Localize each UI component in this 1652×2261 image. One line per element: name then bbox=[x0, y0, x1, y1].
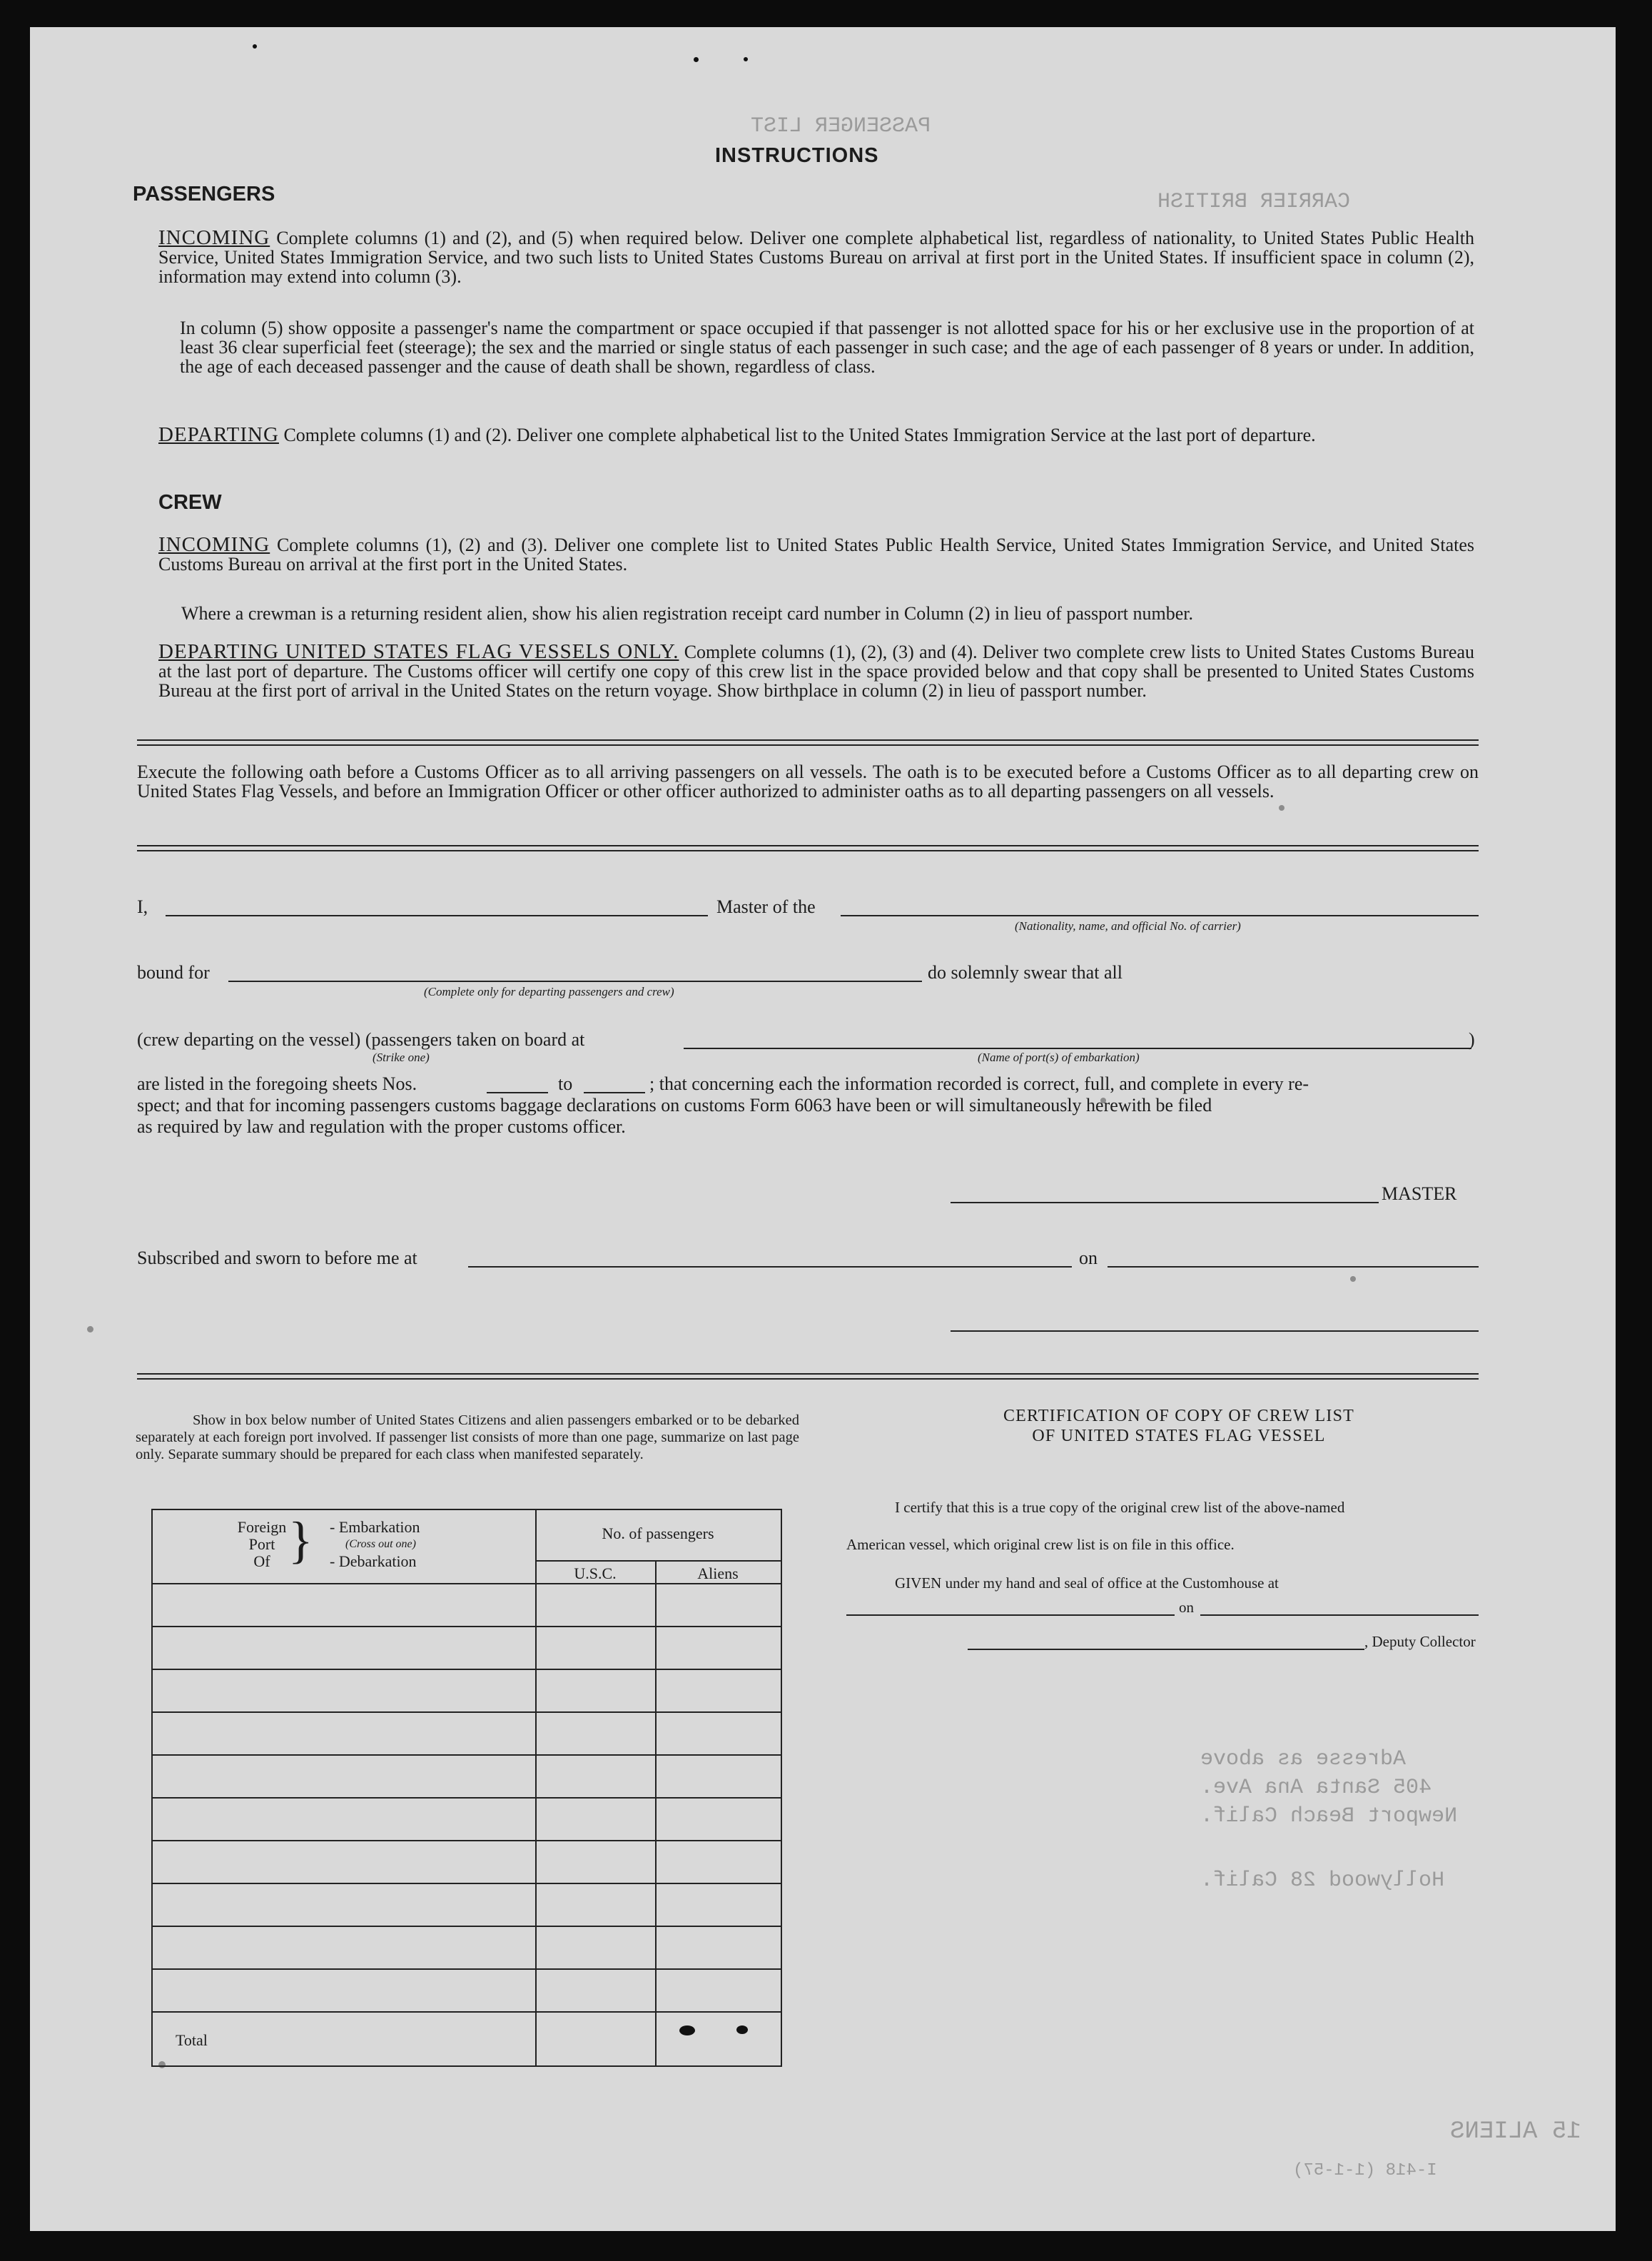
swear-label: do solemnly swear that all bbox=[928, 962, 1123, 983]
bleed-through-text: Adresse as above bbox=[1200, 1747, 1407, 1771]
returning-alien-paragraph: Where a crewman is a returning resident alien, show his alien registration receipt card number in Column (2) in lieu of passport number. bbox=[181, 603, 1194, 624]
speck bbox=[1279, 805, 1284, 811]
passengers-heading: PASSENGERS bbox=[133, 183, 275, 206]
crew-departing-paragraph bbox=[158, 642, 1474, 700]
sworn-date-field[interactable] bbox=[1108, 1266, 1479, 1268]
table-row-line bbox=[153, 1754, 781, 1756]
bound-for-label: bound for bbox=[137, 962, 210, 983]
strike-note: (Strike one) bbox=[373, 1051, 430, 1064]
certify-text: I certify that this is a true copy of the original crew list of the above-named bbox=[895, 1499, 1345, 1516]
crew-departing-text: Complete columns (1), (2), (3) and (4). Deliver two complete crew lists to United States Customs Bureau at the last port of departure. The Customs officer will certify one copy of this crew list in the space provided below and that copy shall be presented to United States Customs Bureau at the first port of arrival in the United States on the return voyage. Show birthplace in column (2) in lieu of passport number. bbox=[158, 642, 1474, 701]
subscribed-label: Subscribed and sworn to before me at bbox=[137, 1248, 417, 1268]
crew-departing-lead: DEPARTING UNITED STATES FLAG VESSELS ONLY. bbox=[158, 640, 679, 663]
usc-header: U.S.C. bbox=[574, 1564, 617, 1582]
speck bbox=[694, 57, 699, 62]
listed-post: ; that concerning each the information recorded is correct, full, and complete in every re- bbox=[649, 1073, 1309, 1094]
section-divider bbox=[137, 1373, 1479, 1380]
debarkation-label: - Debarkation bbox=[330, 1552, 417, 1570]
crew-heading: CREW bbox=[158, 491, 222, 514]
table-row-line bbox=[153, 1883, 781, 1884]
bound-for-field[interactable] bbox=[228, 981, 922, 982]
speck bbox=[744, 57, 748, 61]
ports-note: (Name of port(s) of embarkation) bbox=[978, 1051, 1140, 1064]
oath-intro: Execute the following oath before a Customs Officer as to all arriving passengers on all vessels. The oath is to be executed before a Customs Officer as to all departing crew on United States Flag Vessels, and before an Immigration Officer or other officer authorized to administer oaths as to all departing passengers on all vessels. bbox=[137, 762, 1479, 801]
foreign-port-header bbox=[237, 1519, 287, 1570]
certification-title-line2: OF UNITED STATES FLAG VESSEL bbox=[1032, 1427, 1326, 1445]
sworn-on-label: on bbox=[1079, 1248, 1098, 1268]
sheet-to-field[interactable] bbox=[584, 1092, 645, 1093]
sheet-from-field[interactable] bbox=[487, 1092, 548, 1093]
passengers-departing-paragraph bbox=[158, 425, 1474, 445]
table-row-line bbox=[153, 1669, 781, 1670]
bleed-through-text: 15 ALIENS bbox=[1450, 2118, 1581, 2145]
oath-line-3: as required by law and regulation with the proper customs officer. bbox=[137, 1116, 626, 1137]
to-label: to bbox=[558, 1073, 573, 1094]
bleed-through-text: 405 Santa Ana Ave. bbox=[1200, 1776, 1432, 1800]
certification-title bbox=[886, 1406, 1471, 1446]
crew-incoming-text: Complete columns (1), (2) and (3). Deliver one complete list to United States Public Health Service, United States Immigration Service, and United States Customs Bureau on arrival at the first port in the United States. bbox=[158, 535, 1474, 575]
table-row-line bbox=[153, 1797, 781, 1799]
master-of-label: Master of the bbox=[716, 896, 816, 917]
column5-paragraph: In column (5) show opposite a passenger's name the compartment or space occupied if that passenger is not allotted space for his or her exclusive use in the proportion of at least 36 clear superficial feet (steerage); the sex and the married or single status of each passenger in such case; and the age of each passenger of 8 years or under. In addition, the age of each deceased passenger and the cause of death shall be shown, regardless of class. bbox=[180, 318, 1474, 377]
bleed-through-text: CARRIER BRITISH bbox=[1157, 190, 1351, 214]
oath-line-2: spect; and that for incoming passengers customs baggage declarations on customs Form 6063 have been or will simultaneously herewith be filed bbox=[137, 1095, 1212, 1116]
bound-for-note: (Complete only for departing passengers and crew) bbox=[424, 985, 674, 998]
table-row-line bbox=[153, 1711, 781, 1713]
passengers-incoming-paragraph bbox=[158, 228, 1474, 286]
port-label: Port bbox=[248, 1535, 275, 1553]
officer-signature-field[interactable] bbox=[951, 1330, 1479, 1332]
ports-field[interactable] bbox=[684, 1048, 1471, 1049]
carrier-note: (Nationality, name, and official No. of carrier) bbox=[1015, 919, 1241, 933]
speck bbox=[87, 1326, 93, 1332]
summary-instructions: Show in box below number of United States Citizens and alien passengers embarked or to be debarked separately at each foreign port involved. If passenger list consists of more than one page, summarize on last page only. Separate summary should be prepared for each class when manifested separately. bbox=[136, 1412, 799, 1462]
carrier-field[interactable] bbox=[841, 915, 1479, 916]
given-text: GIVEN under my hand and seal of office at the Customhouse at bbox=[895, 1574, 1279, 1592]
certification-title-line1: CERTIFICATION OF COPY OF CREW LIST bbox=[1003, 1407, 1355, 1425]
master-label: MASTER bbox=[1382, 1183, 1457, 1204]
speck bbox=[1350, 1276, 1356, 1282]
speck bbox=[253, 44, 257, 49]
table-divider bbox=[535, 1560, 781, 1562]
american-vessel-text: American vessel, which original crew list is on file in this office. bbox=[846, 1536, 1235, 1553]
section-divider bbox=[137, 845, 1479, 851]
master-signature-field[interactable] bbox=[951, 1202, 1379, 1203]
table-row-line bbox=[153, 1968, 781, 1970]
incoming-lead: INCOMING bbox=[158, 226, 270, 249]
embarkation-header bbox=[330, 1519, 420, 1570]
cert-date-field[interactable] bbox=[1200, 1614, 1479, 1616]
brace-icon: } bbox=[288, 1512, 313, 1569]
cert-on-label: on bbox=[1179, 1599, 1194, 1616]
crew-incoming-lead: INCOMING bbox=[158, 533, 270, 556]
total-label: Total bbox=[176, 2031, 208, 2049]
listed-pre: are listed in the foregoing sheets Nos. bbox=[137, 1073, 417, 1094]
deputy-signature-field[interactable] bbox=[968, 1649, 1364, 1650]
close-paren: ) bbox=[1469, 1029, 1475, 1050]
bleed-through-text: I-418 (1-1-57) bbox=[1293, 2161, 1437, 2180]
no-passengers-header: No. of passengers bbox=[602, 1524, 714, 1542]
table-row-line bbox=[153, 1626, 781, 1627]
table-row-line bbox=[153, 1583, 781, 1584]
section-divider bbox=[137, 739, 1479, 746]
oath-i-label: I, bbox=[137, 896, 148, 917]
embarkation-label: - Embarkation bbox=[330, 1518, 420, 1536]
table-divider bbox=[655, 1560, 657, 2065]
departing-lead: DEPARTING bbox=[158, 423, 279, 446]
customhouse-field[interactable] bbox=[846, 1614, 1175, 1616]
passenger-summary-table bbox=[151, 1509, 782, 2067]
table-row-line bbox=[153, 1840, 781, 1841]
bleed-through-text: Newport Beach Calif. bbox=[1200, 1804, 1458, 1828]
master-name-field[interactable] bbox=[166, 915, 708, 916]
instructions-title: INSTRUCTIONS bbox=[715, 144, 879, 167]
bleed-through-text: PASSENGER LIST bbox=[751, 114, 931, 138]
departing-text: Complete columns (1) and (2). Deliver one complete alphabetical list to the United States Immigration Service at the last port of departure. bbox=[283, 425, 1316, 445]
table-row-line bbox=[153, 1926, 781, 1927]
crew-passengers-label: (crew departing on the vessel) (passengers taken on board at bbox=[137, 1029, 585, 1050]
table-row-line bbox=[153, 2011, 781, 2013]
cross-out-label: (Cross out one) bbox=[345, 1538, 416, 1550]
foreign-label: Foreign bbox=[237, 1518, 287, 1536]
incoming-text: Complete columns (1) and (2), and (5) when required below. Deliver one complete alphabetical list, regardless of nationality, to United States Public Health Service, United States Immigration Service, and two such lists to United States Customs Bureau on arrival at first port in the United States. If insufficient space in column (2), information may extend into column (3). bbox=[158, 228, 1475, 287]
of-label: Of bbox=[253, 1552, 270, 1570]
sworn-place-field[interactable] bbox=[468, 1266, 1072, 1268]
crew-incoming-paragraph bbox=[158, 535, 1474, 574]
form-page bbox=[30, 27, 1616, 2231]
bleed-through-text: Hollywood 28 Calif. bbox=[1200, 1868, 1445, 1893]
aliens-header: Aliens bbox=[697, 1564, 739, 1582]
deputy-collector-label: , Deputy Collector bbox=[1364, 1633, 1476, 1650]
table-divider bbox=[535, 1510, 537, 2065]
